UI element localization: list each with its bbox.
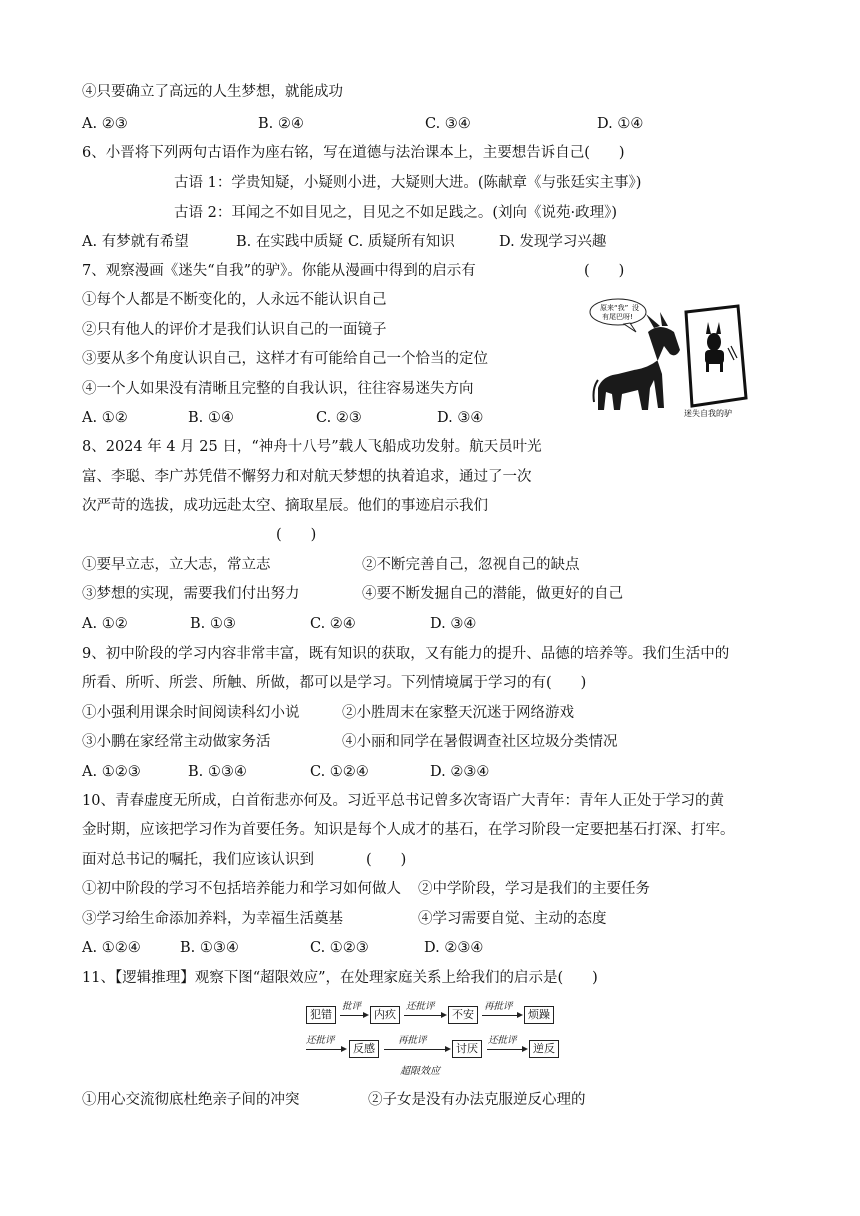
q9-statement-2: ②小胜周末在家整天沉迷于网络游戏 xyxy=(342,705,574,721)
flow-arrow-label-5: 再批评 xyxy=(398,1035,427,1046)
q7-statement-2: ②只有他人的评价才是我们认识自己的一面镜子 xyxy=(82,322,387,338)
q8-option-a[interactable]: A. ①② xyxy=(82,616,128,632)
q10-option-a[interactable]: A. ①②④ xyxy=(82,940,141,956)
q6-quote-1: 古语 1：学贵知疑，小疑则小进，大疑则大进。(陈献章《与张廷实主事》) xyxy=(174,175,642,191)
flow-arrow-5 xyxy=(384,1049,446,1050)
overload-effect-diagram xyxy=(302,996,572,1076)
q8-statement-3: ③梦想的实现，需要我们付出努力 xyxy=(82,586,300,602)
flow-arrow-label-6: 还批评 xyxy=(488,1035,517,1046)
flow-box-disgust: 讨厌 xyxy=(452,1040,482,1058)
flow-box-guilt: 内疚 xyxy=(370,1006,400,1024)
q6-option-c[interactable]: C. 质疑所有知识 xyxy=(348,234,455,250)
comic-bubble-text-1: 原来“我” xyxy=(600,304,629,312)
q5-option-b[interactable]: B. ②④ xyxy=(258,116,304,132)
q9-stem-line-1: 9、初中阶段的学习内容非常丰富，既有知识的获取，又有能力的提升、品德的培养等。我们生活中的 xyxy=(82,646,730,662)
q8-option-c[interactable]: C. ②④ xyxy=(310,616,356,632)
q6-quote-2: 古语 2：耳闻之不如目见之，目见之不如足践之。(刘向《说苑·政理》) xyxy=(174,205,618,221)
q9-option-a[interactable]: A. ①②③ xyxy=(82,764,141,780)
q9-statement-3: ③小鹏在家经常主动做家务活 xyxy=(82,734,271,750)
q5-statement-4: ④只要确立了高远的人生梦想，就能成功 xyxy=(82,84,343,100)
flow-arrow-label-4: 还批评 xyxy=(306,1035,335,1046)
q7-answer-paren: ( ) xyxy=(584,263,625,279)
q8-statement-4: ④要不断发掘自己的潜能，做更好的自己 xyxy=(362,586,623,602)
q7-statement-1: ①每个人都是不断变化的，人永远不能认识自己 xyxy=(82,292,387,308)
q10-stem-line-3: 面对总书记的嘱托，我们应该认识到 xyxy=(82,852,314,868)
q10-option-b[interactable]: B. ①③④ xyxy=(180,940,239,956)
flow-box-rebellion: 逆反 xyxy=(529,1040,559,1058)
flow-caption: 超限效应 xyxy=(400,1066,440,1077)
flow-arrow-label-2: 还批评 xyxy=(406,1001,435,1012)
q10-option-c[interactable]: C. ①②③ xyxy=(310,940,369,956)
q10-stem-line-2: 金时期，应该把学习作为首要任务。知识是每个人成才的基石，在学习阶段一定要把基石打深、打牢。 xyxy=(82,822,735,838)
q10-stem-line-1: 10、青春虚度无所成，白首衔悲亦何及。习近平总书记曾多次寄语广大青年：青年人正处于学习的黄 xyxy=(82,793,724,809)
q7-stem: 7、观察漫画《迷失“自我”的驴》。你能从漫画中得到的启示有 xyxy=(82,263,476,279)
q10-option-d[interactable]: D. ②③④ xyxy=(424,940,484,956)
q8-option-b[interactable]: B. ①③ xyxy=(190,616,236,632)
flow-box-irritable: 烦躁 xyxy=(524,1006,554,1024)
flow-arrow-label-3: 再批评 xyxy=(484,1001,513,1012)
q11-statement-1: ①用心交流彻底杜绝亲子间的冲突 xyxy=(82,1092,300,1108)
flow-arrow-label-1: 批评 xyxy=(342,1001,362,1012)
comic-bubble-text-2: 没 xyxy=(632,304,639,312)
q9-statement-4: ④小丽和同学在暑假调查社区垃圾分类情况 xyxy=(342,734,618,750)
q8-stem-line-1: 8、2024 年 4 月 25 日，“神舟十八号”载人飞船成功发射。航天员叶光 xyxy=(82,439,542,455)
q5-option-a[interactable]: A. ②③ xyxy=(82,116,128,132)
comic-caption: 迷失自我的驴 xyxy=(684,409,732,418)
q8-statement-1: ①要早立志，立大志，常立志 xyxy=(82,557,271,573)
speech-bubble xyxy=(590,299,646,325)
q8-stem-line-2: 富、李聪、李广苏凭借不懈努力和对航天梦想的执着追求，通过了一次 xyxy=(82,469,532,485)
q7-option-a[interactable]: A. ①② xyxy=(82,410,128,426)
q8-statement-2: ②不断完善自己，忽视自己的缺点 xyxy=(362,557,580,573)
flow-arrow-3 xyxy=(482,1015,518,1016)
q7-option-d[interactable]: D. ③④ xyxy=(437,410,484,426)
flow-arrow-2 xyxy=(404,1015,442,1016)
q8-option-d[interactable]: D. ③④ xyxy=(430,616,477,632)
flow-arrow-1 xyxy=(340,1015,364,1016)
q9-stem-line-2: 所看、所听、所尝、所触、所做，都可以是学习。下列情境属于学习的有( ) xyxy=(82,675,587,691)
flow-arrow-6 xyxy=(487,1049,523,1050)
q8-answer-paren: ( ) xyxy=(276,527,317,543)
q9-statement-1: ①小强利用课余时间阅读科幻小说 xyxy=(82,705,300,721)
flow-box-resentment: 反感 xyxy=(349,1040,379,1058)
q6-option-b[interactable]: B. 在实践中质疑 xyxy=(236,234,343,250)
q11-stem: 11、【逻辑推理】观察下图“超限效应”，在处理家庭关系上给我们的启示是( ) xyxy=(82,970,598,986)
q10-statement-1: ①初中阶段的学习不包括培养能力和学习如何做人 xyxy=(82,881,401,897)
q11-statement-2: ②子女是没有办法克服逆反心理的 xyxy=(368,1092,586,1108)
q9-option-b[interactable]: B. ①③④ xyxy=(188,764,247,780)
q8-stem-line-3: 次严苛的选拔，成功远赴太空、摘取星辰。他们的事迹启示我们 xyxy=(82,498,488,514)
q7-statement-4: ④一个人如果没有清晰且完整的自我认识，往往容易迷失方向 xyxy=(82,381,474,397)
q6-stem: 6、小晋将下列两句古语作为座右铭，写在道德与法治课本上，主要想告诉自己( ) xyxy=(82,145,625,161)
q7-option-b[interactable]: B. ①④ xyxy=(188,410,234,426)
flow-box-mistake: 犯错 xyxy=(306,1006,336,1024)
q6-option-d[interactable]: D. 发现学习兴趣 xyxy=(499,234,607,250)
q6-option-a[interactable]: A. 有梦就有希望 xyxy=(82,234,189,250)
donkey xyxy=(594,312,681,410)
q9-option-d[interactable]: D. ②③④ xyxy=(430,764,490,780)
donkey-comic xyxy=(588,298,758,420)
donkey-mirror-illustration xyxy=(588,298,758,420)
q7-option-c[interactable]: C. ②③ xyxy=(316,410,362,426)
flow-arrow-4 xyxy=(306,1049,342,1050)
q5-option-c[interactable]: C. ③④ xyxy=(425,116,471,132)
q10-statement-2: ②中学阶段，学习是我们的主要任务 xyxy=(418,881,650,897)
flow-box-uneasy: 不安 xyxy=(448,1006,478,1024)
q5-option-d[interactable]: D. ①④ xyxy=(597,116,644,132)
q7-statement-3: ③要从多个角度认识自己，这样才有可能给自己一个恰当的定位 xyxy=(82,351,488,367)
q9-option-c[interactable]: C. ①②④ xyxy=(310,764,369,780)
comic-bubble-text-3: 有尾巴呀! xyxy=(602,313,633,321)
q10-statement-4: ④学习需要自觉、主动的态度 xyxy=(418,911,607,927)
q10-statement-3: ③学习给生命添加养料，为幸福生活奠基 xyxy=(82,911,343,927)
q10-answer-paren: ( ) xyxy=(366,852,407,868)
